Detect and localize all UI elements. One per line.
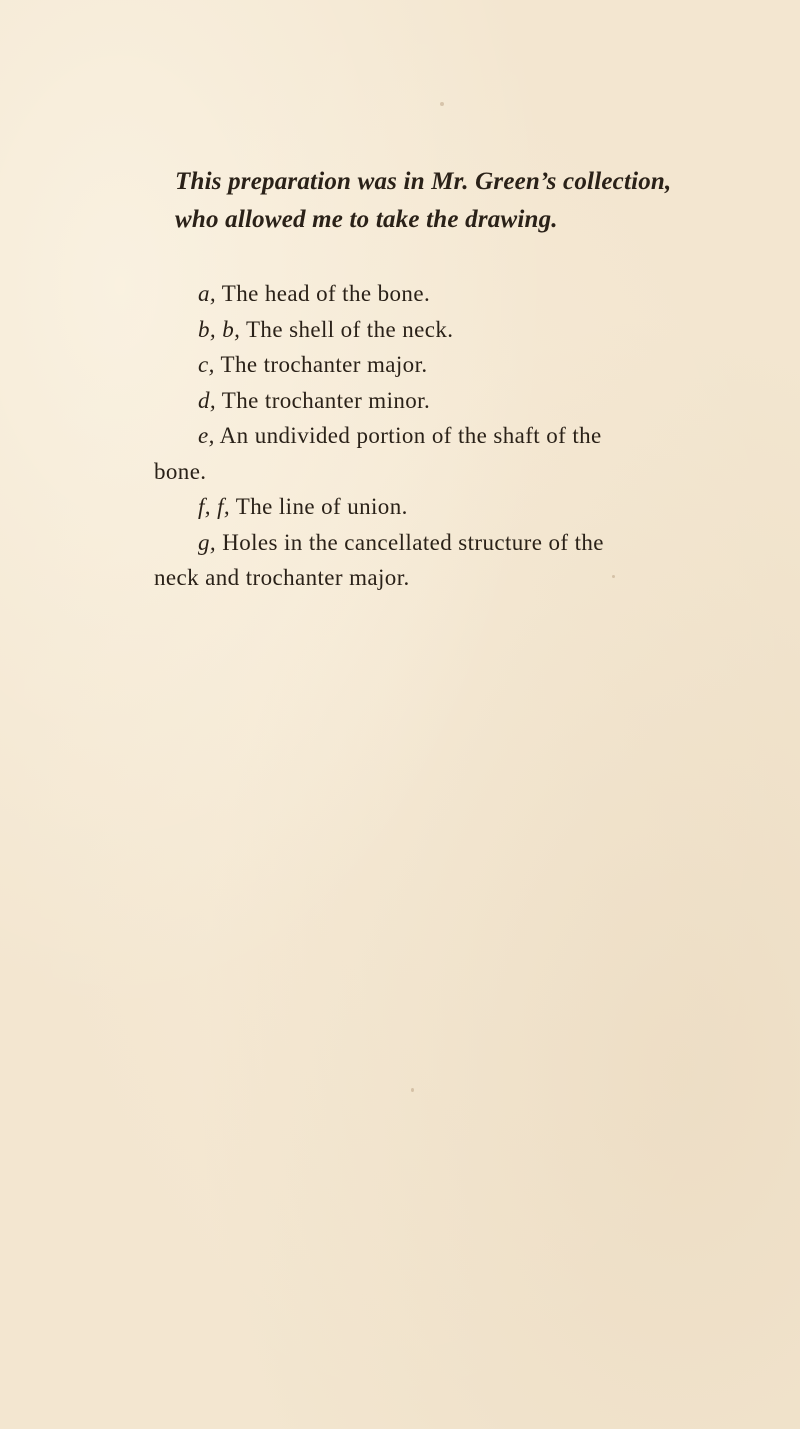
legend-item-d bbox=[176, 383, 736, 419]
legend-item-f bbox=[176, 489, 736, 525]
legend-item-g bbox=[154, 525, 736, 596]
legend-text: Holes in the cancellated structure of the bbox=[216, 529, 604, 555]
legend-key: d, bbox=[198, 387, 217, 413]
caption-line-1: This preparation was in Mr. Green’s collection, bbox=[175, 168, 672, 195]
legend-item-a bbox=[176, 276, 736, 312]
figure-caption bbox=[175, 163, 735, 239]
legend-text: The trochanter major. bbox=[214, 352, 428, 377]
legend-text: The head of the bone. bbox=[216, 281, 431, 306]
legend-key: e, bbox=[198, 423, 215, 448]
legend-key: f, f, bbox=[198, 494, 231, 519]
legend-text: The shell of the neck. bbox=[240, 316, 454, 342]
legend-text: The line of union. bbox=[230, 494, 408, 519]
legend-text-continuation: bone. bbox=[154, 458, 207, 484]
paper-spot bbox=[440, 102, 444, 106]
caption-line-2: who allowed me to take the drawing. bbox=[175, 206, 558, 233]
legend-item-c bbox=[176, 347, 736, 383]
legend-item-b bbox=[176, 312, 736, 348]
paper-spot bbox=[411, 1088, 414, 1092]
legend-key: a, bbox=[198, 281, 217, 306]
legend-text-continuation: neck and trochanter major. bbox=[154, 565, 410, 590]
legend-text: An undivided portion of the shaft of the bbox=[214, 423, 602, 448]
legend-key: c, bbox=[198, 352, 215, 377]
legend-text: The trochanter minor. bbox=[216, 387, 431, 413]
figure-legend bbox=[154, 276, 736, 596]
legend-key: b, b, bbox=[198, 316, 241, 342]
legend-item-e bbox=[154, 418, 736, 489]
legend-key: g, bbox=[198, 529, 217, 555]
